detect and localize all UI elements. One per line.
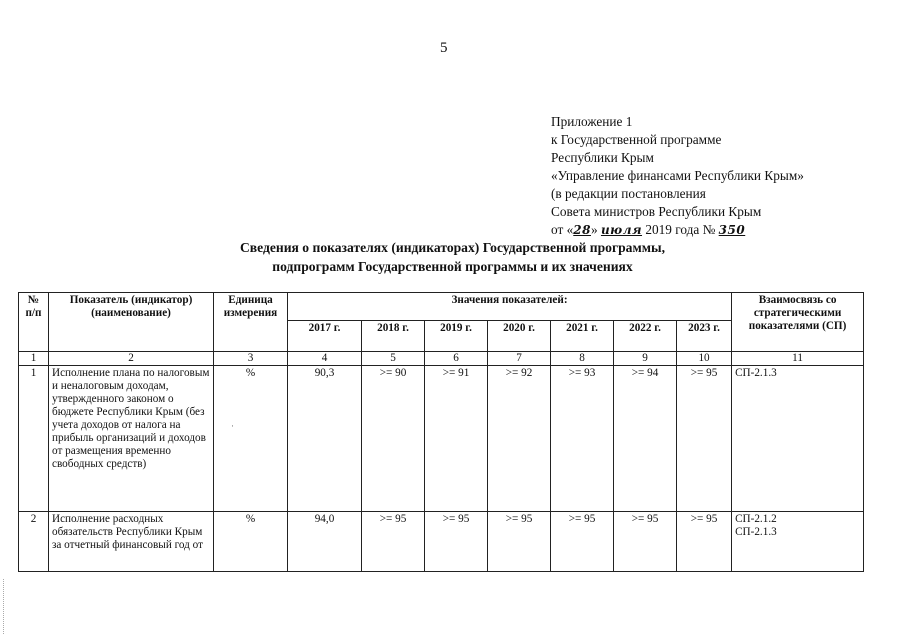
column-number: 3: [214, 352, 288, 366]
row-value: 94,0: [288, 512, 362, 572]
row-strategic-link: [732, 512, 864, 572]
header-year: 2020 г.: [488, 321, 551, 352]
date-mid: »: [590, 222, 601, 237]
header-year: 2017 г.: [288, 321, 362, 352]
sp-code: СП-2.1.3: [735, 367, 777, 379]
row-value: >= 92: [488, 366, 551, 512]
row-value: >= 95: [425, 512, 488, 572]
row-unit: %: [214, 512, 288, 572]
sp-code: СП-2.1.2: [735, 513, 777, 525]
header-indicator: Показатель (индикатор) (наименование): [49, 293, 214, 352]
header-num: № п/п: [19, 293, 49, 352]
header-year: 2019 г.: [425, 321, 488, 352]
row-value: >= 95: [677, 512, 732, 572]
row-value: >= 95: [488, 512, 551, 572]
appendix-block: [551, 113, 804, 239]
appendix-line: к Государственной программе: [551, 132, 722, 147]
header-year: 2021 г.: [551, 321, 614, 352]
appendix-line: Приложение 1: [551, 114, 633, 129]
table-column-number-row: [19, 352, 864, 366]
table-row: [19, 366, 864, 512]
sp-code: СП-2.1.3: [735, 526, 777, 538]
row-value: >= 95: [362, 512, 425, 572]
header-unit: Единица измерения: [214, 293, 288, 352]
column-number: 9: [614, 352, 677, 366]
column-number: 5: [362, 352, 425, 366]
appendix-line: «Управление финансами Республики Крым»: [551, 168, 804, 183]
column-number: 10: [677, 352, 732, 366]
document-title: [0, 238, 905, 276]
row-indicator: Исполнение плана по налоговым и неналоговым доходам, утвержденного законом о бюджете Республики Крым (без учета доходов от налога на прибыль организаций и доходов от размещения временно свободных средств): [49, 366, 214, 512]
header-link: Взаимосвязь со стратегическими показателями (СП): [732, 293, 864, 352]
header-values: Значения показателей:: [288, 293, 732, 321]
row-value: >= 95: [551, 512, 614, 572]
scan-dot: ·: [231, 421, 234, 431]
table-row: [19, 512, 864, 572]
scan-margin-dots: [3, 579, 8, 634]
appendix-date-line: [551, 221, 804, 239]
row-num: 1: [19, 366, 49, 512]
column-number: 1: [19, 352, 49, 366]
row-value: >= 95: [614, 512, 677, 572]
indicators-table: [18, 292, 864, 572]
column-number: 8: [551, 352, 614, 366]
date-day-handwritten: 28: [573, 223, 591, 237]
table-header-row: [19, 293, 864, 321]
column-number: 2: [49, 352, 214, 366]
date-prefix: от «: [551, 222, 574, 237]
column-number: 7: [488, 352, 551, 366]
row-value: >= 93: [551, 366, 614, 512]
title-line: Сведения о показателях (индикаторах) Государственной программы,: [239, 240, 666, 255]
column-number: 4: [288, 352, 362, 366]
header-year: 2022 г.: [614, 321, 677, 352]
appendix-line: (в редакции постановления: [551, 186, 706, 201]
row-value: >= 91: [425, 366, 488, 512]
row-indicator: Исполнение расходных обязательств Республики Крым за отчетный финансовый год от: [49, 512, 214, 572]
header-year: 2023 г.: [677, 321, 732, 352]
decree-number-handwritten: 350: [718, 223, 746, 237]
row-value: >= 90: [362, 366, 425, 512]
row-strategic-link: [732, 366, 864, 512]
row-num: 2: [19, 512, 49, 572]
row-unit: %: [214, 366, 288, 512]
appendix-line: Совета министров Республики Крым: [551, 204, 762, 219]
column-number: 6: [425, 352, 488, 366]
row-value: >= 94: [614, 366, 677, 512]
page-number: 5: [440, 40, 448, 56]
header-year: 2018 г.: [362, 321, 425, 352]
date-year: 2019 года №: [642, 222, 719, 237]
date-month-handwritten: июля: [600, 223, 643, 237]
appendix-line: Республики Крым: [551, 150, 654, 165]
row-value: >= 95: [677, 366, 732, 512]
column-number: 11: [732, 352, 864, 366]
title-line: подпрограмм Государственной программы и их значениях: [272, 259, 633, 274]
row-value: 90,3: [288, 366, 362, 512]
